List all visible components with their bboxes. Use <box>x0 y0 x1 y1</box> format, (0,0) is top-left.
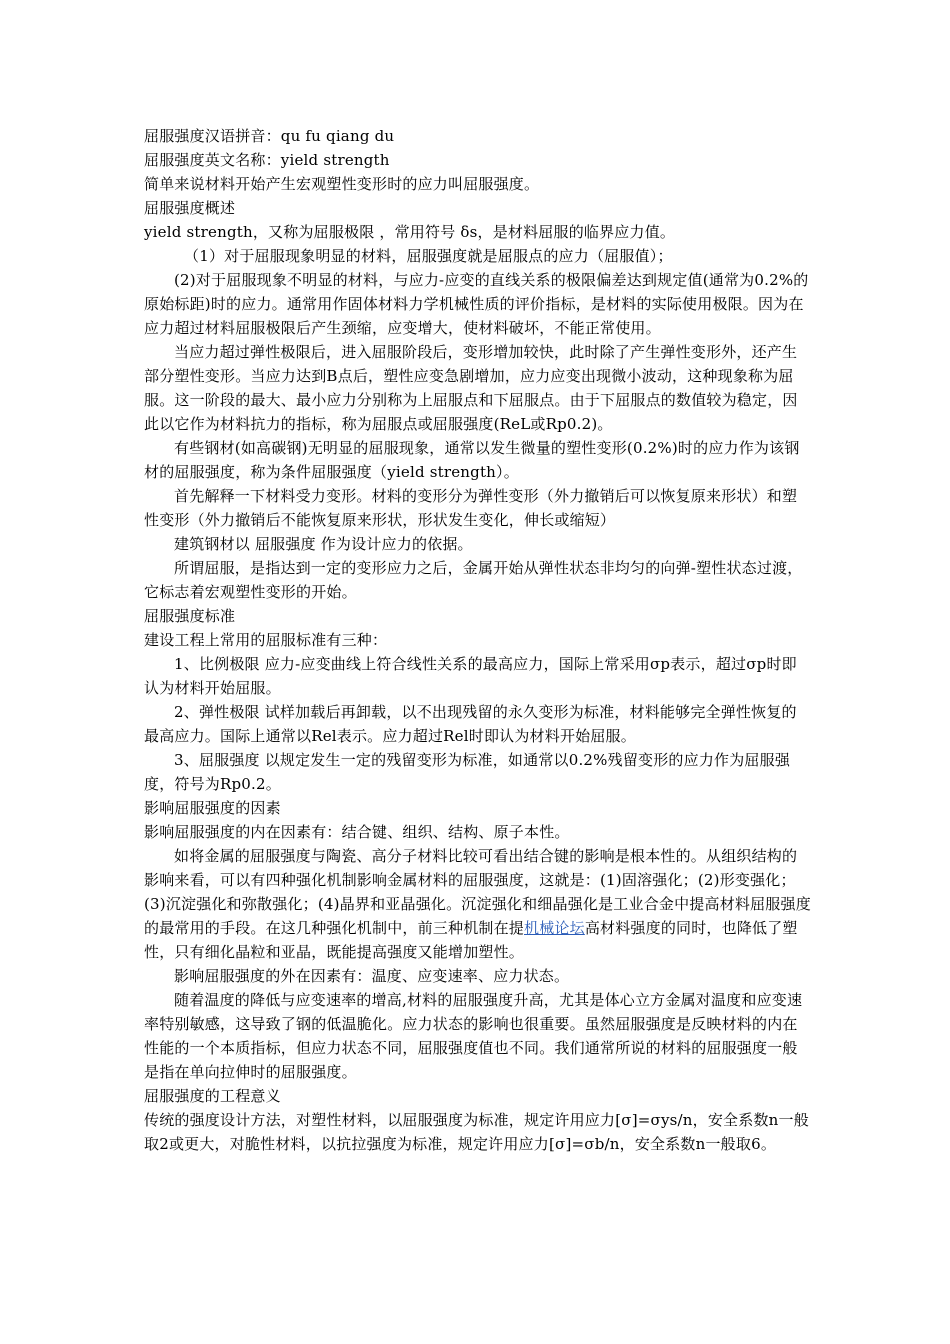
paragraph-9: 1、比例极限 应力-应变曲线上符合线性关系的最高应力，国际上常采用σp表示，超过σp时即认为材料开始屈服。 <box>144 655 797 697</box>
heading-engineering: 屈服强度的工程意义 <box>144 1087 281 1105</box>
paragraph-6: 建筑钢材以 屈服强度 作为设计应力的依据。 <box>174 535 473 553</box>
paragraph-12: 影响屈服强度的内在因素有：结合键、组织、结构、原子本性。 <box>144 823 570 841</box>
paragraph-14: 影响屈服强度的外在因素有：温度、应变速率、应力状态。 <box>174 967 570 985</box>
paragraph-10: 2、弹性极限 试样加载后再卸载，以不出现残留的永久变形为标准，材料能够完全弹性恢复的最高应力。国际上通常以Rel表示。应力超过Rel时即认为材料开始屈服。 <box>144 703 797 745</box>
paragraph-5: 首先解释一下材料受力变形。材料的变形分为弹性变形（外力撤销后可以恢复原来形状）和塑性变形（外力撤销后不能恢复原来形状，形状发生变化，伸长或缩短） <box>144 487 798 529</box>
heading-factors: 影响屈服强度的因素 <box>144 799 281 817</box>
definition-paragraph: yield strength，又称为屈服极限 ，常用符号 δs，是材料屈服的临界应力值。 <box>144 223 676 241</box>
heading-standard: 屈服强度标准 <box>144 607 236 625</box>
paragraph-2: (2)对于屈服现象不明显的材料，与应力-应变的直线关系的极限偏差达到规定值(通常为0.2%的原始标距)时的应力。通常用作固体材料力学机械性质的评价指标，是材料的实际使用极限。因为在应力超过材料屈服极限后产生颈缩，应变增大，使材料破坏，不能正常使用。 <box>144 271 809 337</box>
forum-link[interactable]: 机械论坛 <box>524 919 585 937</box>
paragraph-13 <box>144 844 811 964</box>
summary-line: 简单来说材料开始产生宏观塑性变形时的应力叫屈服强度。 <box>144 175 540 193</box>
paragraph-16: 传统的强度设计方法，对塑性材料，以屈服强度为标准，规定许用应力[σ]=σys/n，安全系数n一般取2或更大，对脆性材料，以抗拉强度为标准，规定许用应力[σ]=σb/n，安全系数n一般取6。 <box>144 1111 809 1153</box>
paragraph-11: 3、屈服强度 以规定发生一定的残留变形为标准，如通常以0.2%残留变形的应力作为屈服强度，符号为Rp0.2。 <box>144 751 791 793</box>
english-name-line: 屈服强度英文名称：yield strength <box>144 151 390 169</box>
heading-overview: 屈服强度概述 <box>144 199 236 217</box>
paragraph-3: 当应力超过弹性极限后，进入屈服阶段后，变形增加较快，此时除了产生弹性变形外，还产生部分塑性变形。当应力达到B点后，塑性应变急剧增加，应力应变出现微小波动，这种现象称为屈服。这一阶段的最大、最小应力分别称为上屈服点和下屈服点。由于下屈服点的数值较为稳定，因此以它作为材料抗力的指标，称为屈服点或屈服强度(ReL或Rp0.2)。 <box>144 343 798 433</box>
paragraph-1: （1）对于屈服现象明显的材料，屈服强度就是屈服点的应力（屈服值）； <box>184 247 673 265</box>
pinyin-line: 屈服强度汉语拼音：qu fu qiang du <box>144 127 395 145</box>
paragraph-13-text-b: 高材料强度的同时，也降低了塑性，只有细化晶粒和亚晶，既能提高强度又能增加塑性。 <box>144 919 798 961</box>
paragraph-7: 所谓屈服，是指达到一定的变形应力之后，金属开始从弹性状态非均匀的向弹-塑性状态过渡，它标志着宏观塑性变形的开始。 <box>144 559 803 601</box>
paragraph-13-text-a: 如将金属的屈服强度与陶瓷、高分子材料比较可看出结合键的影响是根本性的。从组织结构的影响来看，可以有四种强化机制影响金属材料的屈服强度，这就是：(1)固溶强化；(2)形变强化；(3)沉淀强化和弥散强化；(4)晶界和亚晶强化。沉淀强化和细晶强化是工业合金中提高材料屈服强度的最常用的手段。在这几种强化机制中，前三种机制在提 <box>144 847 811 937</box>
paragraph-8: 建设工程上常用的屈服标准有三种： <box>144 631 388 649</box>
paragraph-4: 有些钢材(如高碳钢)无明显的屈服现象，通常以发生微量的塑性变形(0.2%)时的应力作为该钢材的屈服强度，称为条件屈服强度（yield strength）。 <box>144 439 800 481</box>
paragraph-15: 随着温度的降低与应变速率的增高,材料的屈服强度升高，尤其是体心立方金属对温度和应变速率特别敏感，这导致了钢的低温脆化。应力状态的影响也很重要。虽然屈服强度是反映材料的内在性能的一个本质指标，但应力状态不同，屈服强度值也不同。我们通常所说的材料的屈服强度一般是指在单向拉伸时的屈服强度。 <box>144 991 803 1081</box>
